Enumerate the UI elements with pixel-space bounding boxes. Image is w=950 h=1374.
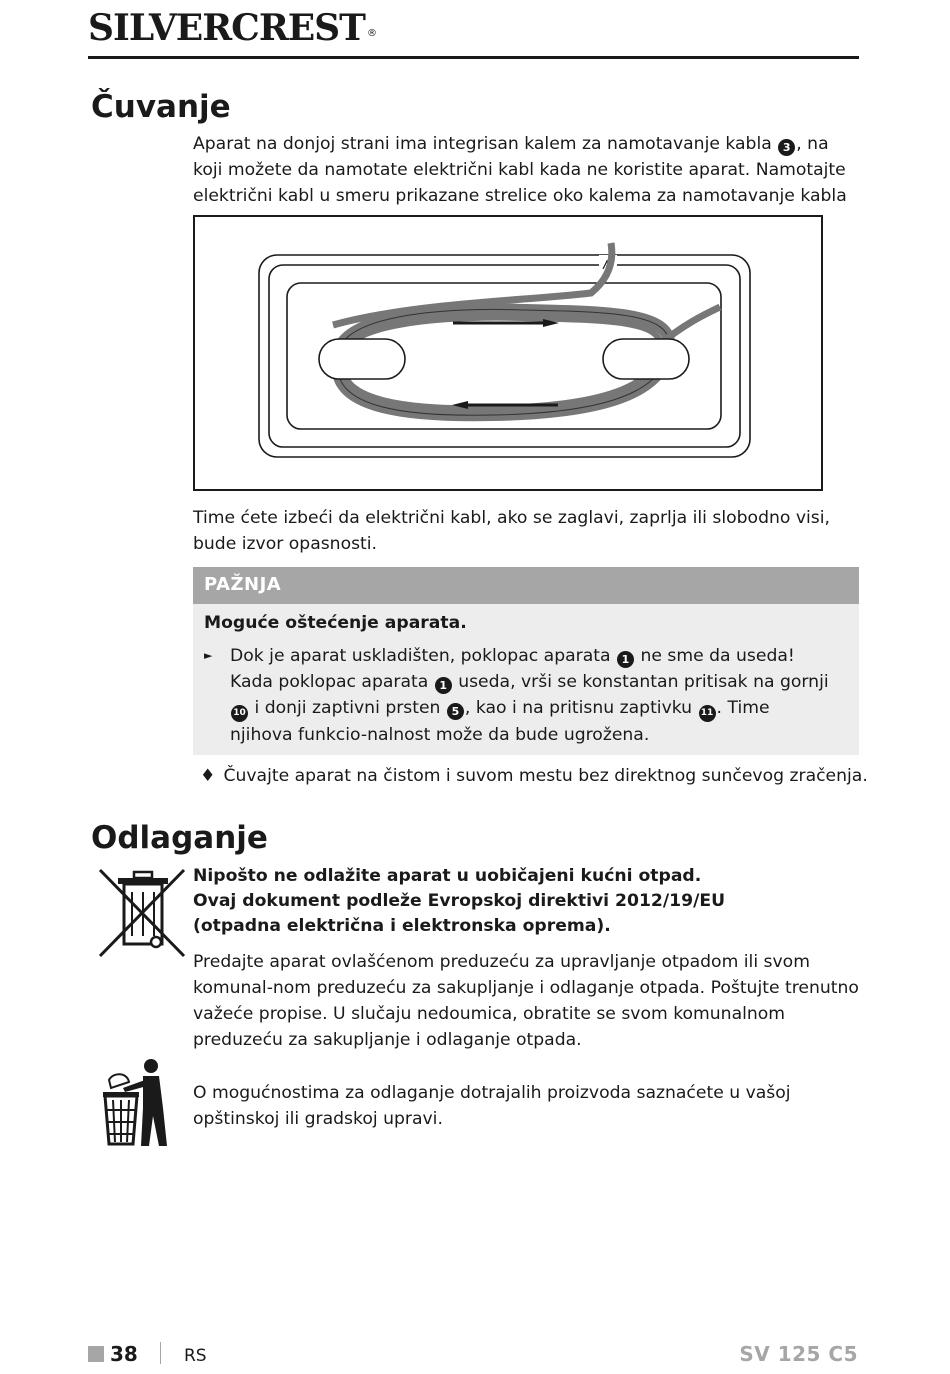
disposal-warning: Nipošto ne odlažite aparat u uobičajeni kućni otpad. Ovaj dokument podleže Evropskoj direktivi 2012/19/EU (otpadna električna i elektronska oprema). — [193, 866, 726, 936]
warning-panel — [193, 604, 859, 755]
part-number-badge: 1 — [617, 651, 634, 668]
diamond-bullet-icon: ♦ — [200, 766, 216, 786]
warning-label: PAŽNJA — [204, 574, 282, 595]
header-rule — [88, 56, 859, 59]
language-code: RS — [184, 1346, 207, 1366]
brand-logo: SILVERCREST ® — [88, 7, 376, 49]
storage-after-figure: Time ćete izbeći da električni kabl, ako se zaglavi, zaprlja ili slobodno visi, bude izvor opasnosti. — [193, 508, 830, 554]
part-number-badge: 10 — [231, 705, 248, 722]
footer-divider — [160, 1342, 161, 1364]
disposal-paragraph: Predajte aparat ovlašćenom preduzeću za upravljanje otpadom ili svom komunal-nom preduzeću za sakupljanje i odlaganje otpada. Poštujte trenutno važeće propise. U slučaju nedoumica, obratite se svom komunalnom preduzeću za sakupljanje i odlaganje otpada. — [193, 952, 859, 1050]
storage-intro: Aparat na donjoj strani ima integrisan kalem za namotavanje kabla 3 , na koji možete da namotate električni kabl kada ne koristite aparat. Namotajte električni kabl u smeru prikazane strelice oko kalema za namotavanje kabla — [193, 131, 859, 235]
part-number-badge: 3 — [778, 139, 795, 156]
warning-text: Dok je aparat uskladišten, poklopac aparata 1 ne sme da useda! Kada poklopac aparata 1 useda, vrši se konstantan pritisak na gornji 10 i donji zaptivni prsten 5 , kao i na pritisnu zaptivku 11 . Time njihova funkcio-nalnost može da bude ugrožena. — [230, 646, 829, 745]
disposal-title: Odlaganje — [91, 820, 268, 856]
part-number-badge: 1 — [435, 677, 452, 694]
part-number-badge: 11 — [699, 705, 716, 722]
model-number: SV 125 C5 — [739, 1342, 858, 1366]
warning-header — [193, 567, 859, 604]
cable-winding-figure — [193, 215, 823, 491]
page-number: 38 — [110, 1342, 138, 1366]
storage-tip: ♦ Čuvajte aparat na čistom i suvom mestu bez direktnog sunčevog zračenja. — [200, 763, 868, 789]
disposal-info: O mogućnostima za odlaganje dotrajalih proizvoda saznaćete u vašoj opštinskoj ili gradskoj upravi. — [193, 1083, 791, 1129]
footer-square-icon — [88, 1346, 104, 1362]
right-triangle-bullet-icon: ► — [204, 649, 213, 662]
recycle-bin-person-icon — [101, 1058, 171, 1148]
weee-crossed-bin-icon — [96, 866, 188, 960]
warning-title: Moguće oštećenje aparata. — [204, 613, 467, 633]
part-number-badge: 5 — [447, 703, 464, 720]
storage-title: Čuvanje — [91, 89, 231, 125]
